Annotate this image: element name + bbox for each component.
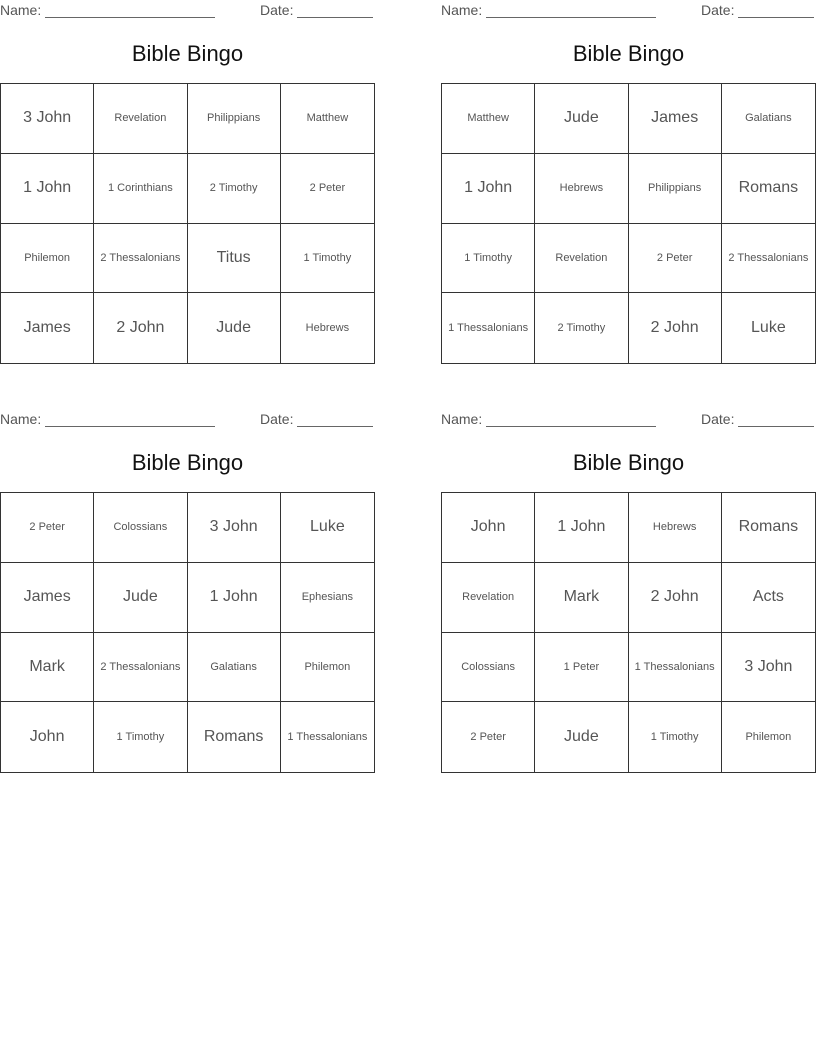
- name-label: [0, 411, 215, 427]
- bingo-cell: 2 Peter: [629, 224, 722, 294]
- date-label-text: Date:: [260, 2, 294, 18]
- bingo-cell: 2 Timothy: [535, 293, 628, 363]
- bingo-cell: 2 John: [629, 293, 722, 363]
- bingo-cell: John: [1, 702, 94, 772]
- bingo-cell: Ephesians: [281, 563, 374, 633]
- bingo-cell: Titus: [188, 224, 281, 294]
- bingo-cell: 2 John: [629, 563, 722, 633]
- bingo-cell: Philippians: [629, 154, 722, 224]
- bingo-cell: Romans: [722, 493, 815, 563]
- bingo-cell: Philemon: [281, 633, 374, 703]
- bingo-cell: 3 John: [722, 633, 815, 703]
- bingo-cell: 1 John: [442, 154, 535, 224]
- bingo-cell: Galatians: [722, 84, 815, 154]
- bingo-cell: Jude: [94, 563, 187, 633]
- bingo-cell: 1 Timothy: [94, 702, 187, 772]
- name-blank-line[interactable]: [486, 3, 656, 18]
- bingo-cell: Galatians: [188, 633, 281, 703]
- bingo-cell: Luke: [281, 493, 374, 563]
- bingo-cell: 2 Timothy: [188, 154, 281, 224]
- bingo-cell: James: [1, 563, 94, 633]
- bingo-cell: 1 John: [535, 493, 628, 563]
- bingo-cell: 2 Thessalonians: [94, 224, 187, 294]
- bingo-cell: 1 Thessalonians: [287, 731, 368, 744]
- bingo-grid: [0, 83, 375, 364]
- bingo-grid: [441, 492, 816, 773]
- bingo-cell: Matthew: [281, 84, 374, 154]
- bingo-cell: Colossians: [94, 493, 187, 563]
- name-blank-line[interactable]: [486, 412, 656, 427]
- bingo-cell: 1 Peter: [535, 633, 628, 703]
- bingo-cell: 1 Corinthians: [94, 154, 187, 224]
- date-label: [701, 411, 814, 427]
- bingo-cell: Hebrews: [629, 493, 722, 563]
- bingo-cell: 3 John: [1, 84, 94, 154]
- bingo-cell: 1 John: [1, 154, 94, 224]
- bingo-cell: 2 Peter: [281, 154, 374, 224]
- bingo-cell: Revelation: [94, 84, 187, 154]
- bingo-card: [441, 0, 816, 365]
- name-label: [0, 2, 215, 18]
- bingo-cell: 1 Thessalonians: [442, 293, 535, 363]
- date-blank-line[interactable]: [738, 412, 814, 427]
- bingo-cell: Hebrews: [305, 322, 350, 335]
- bingo-card: [0, 409, 375, 774]
- bingo-cell: John: [442, 493, 535, 563]
- date-label: [701, 2, 814, 18]
- bingo-cell: 3 John: [188, 493, 281, 563]
- bingo-cell: Philippians: [188, 84, 281, 154]
- date-blank-line[interactable]: [738, 3, 814, 18]
- bingo-cell: 2 John: [94, 293, 187, 363]
- date-blank-line[interactable]: [297, 3, 373, 18]
- name-label-text: Name:: [0, 2, 42, 18]
- name-label-text: Name:: [0, 411, 42, 427]
- bingo-cell: James: [629, 84, 722, 154]
- card-title: Bible Bingo: [131, 450, 244, 475]
- date-label: [260, 2, 373, 18]
- date-blank-line[interactable]: [297, 412, 373, 427]
- date-label: [260, 411, 373, 427]
- bingo-cell: Romans: [722, 154, 815, 224]
- bingo-cell: 2 Thessalonians: [722, 224, 815, 294]
- bingo-cell: 2 Peter: [442, 702, 535, 772]
- bingo-cell: 1 Timothy: [629, 702, 722, 772]
- bingo-card: [0, 0, 375, 365]
- name-blank-line[interactable]: [45, 3, 215, 18]
- bingo-cell: Revelation: [442, 563, 535, 633]
- bingo-cell: Mark: [1, 633, 94, 703]
- bingo-cell: 2 Thessalonians: [94, 633, 187, 703]
- bingo-card: [441, 409, 816, 774]
- card-title: Bible Bingo: [572, 41, 685, 66]
- name-label-text: Name:: [441, 2, 483, 18]
- bingo-cell: Philemon: [745, 731, 792, 744]
- bingo-cell: Mark: [535, 563, 628, 633]
- name-blank-line[interactable]: [45, 412, 215, 427]
- bingo-cell: 1 Thessalonians: [629, 633, 722, 703]
- card-title: Bible Bingo: [131, 41, 244, 66]
- name-date-line: [441, 411, 816, 429]
- bingo-cell: 2 Peter: [1, 493, 94, 563]
- bingo-cell: Acts: [722, 563, 815, 633]
- date-label-text: Date:: [260, 411, 294, 427]
- bingo-cell: Luke: [751, 319, 786, 337]
- bingo-cell: Colossians: [442, 633, 535, 703]
- bingo-cell: Romans: [188, 702, 281, 772]
- bingo-cell: Jude: [188, 293, 281, 363]
- name-date-line: [0, 411, 375, 429]
- bingo-cell: Philemon: [1, 224, 94, 294]
- bingo-cell: 1 John: [188, 563, 281, 633]
- bingo-cell: Matthew: [442, 84, 535, 154]
- name-date-line: [0, 2, 375, 20]
- name-label: [441, 411, 656, 427]
- date-label-text: Date:: [701, 411, 735, 427]
- bingo-cell: Jude: [535, 84, 628, 154]
- bingo-grid: [441, 83, 816, 364]
- name-date-line: [441, 2, 816, 20]
- card-title: Bible Bingo: [572, 450, 685, 475]
- bingo-grid: [0, 492, 375, 773]
- name-label-text: Name:: [441, 411, 483, 427]
- name-label: [441, 2, 656, 18]
- bingo-cell: Revelation: [535, 224, 628, 294]
- bingo-cell: Jude: [535, 702, 628, 772]
- bingo-cell: 1 Timothy: [442, 224, 535, 294]
- bingo-cell: Hebrews: [535, 154, 628, 224]
- bingo-cell: 1 Timothy: [281, 224, 374, 294]
- bingo-cell: James: [1, 293, 94, 363]
- date-label-text: Date:: [701, 2, 735, 18]
